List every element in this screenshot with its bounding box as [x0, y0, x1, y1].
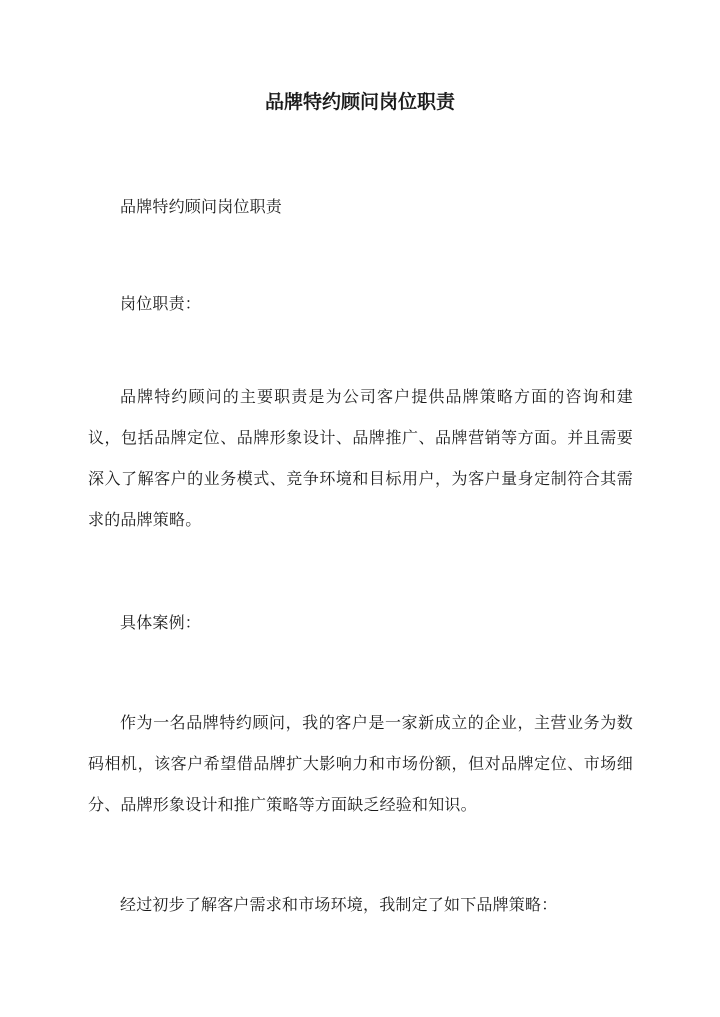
paragraph-duties-heading: 岗位职责：: [120, 294, 202, 313]
paragraph-case-heading: 具体案例：: [120, 613, 202, 632]
paragraph-duties-body: 品牌特约顾问的主要职责是为公司客户提供品牌策略方面的咨询和建议，包括品牌定位、品牌形象设计、品牌推广、品牌营销等方面。并且需要深入了解客户的业务模式、竞争环境和目标用户，为客户量身定制符合其需求的品牌策略。: [88, 387, 633, 529]
paragraph-subtitle: 品牌特约顾问岗位职责: [120, 197, 283, 216]
paragraph-case-body: 作为一名品牌特约顾问，我的客户是一家新成立的企业，主营业务为数码相机，该客户希望借品牌扩大影响力和市场份额，但对品牌定位、市场细分、品牌形象设计和推广策略等方面缺乏经验和知识。: [88, 713, 633, 814]
document-title: 品牌特约顾问岗位职责: [264, 91, 455, 113]
paragraph-strategy-intro: 经过初步了解客户需求和市场环境，我制定了如下品牌策略：: [120, 895, 558, 914]
